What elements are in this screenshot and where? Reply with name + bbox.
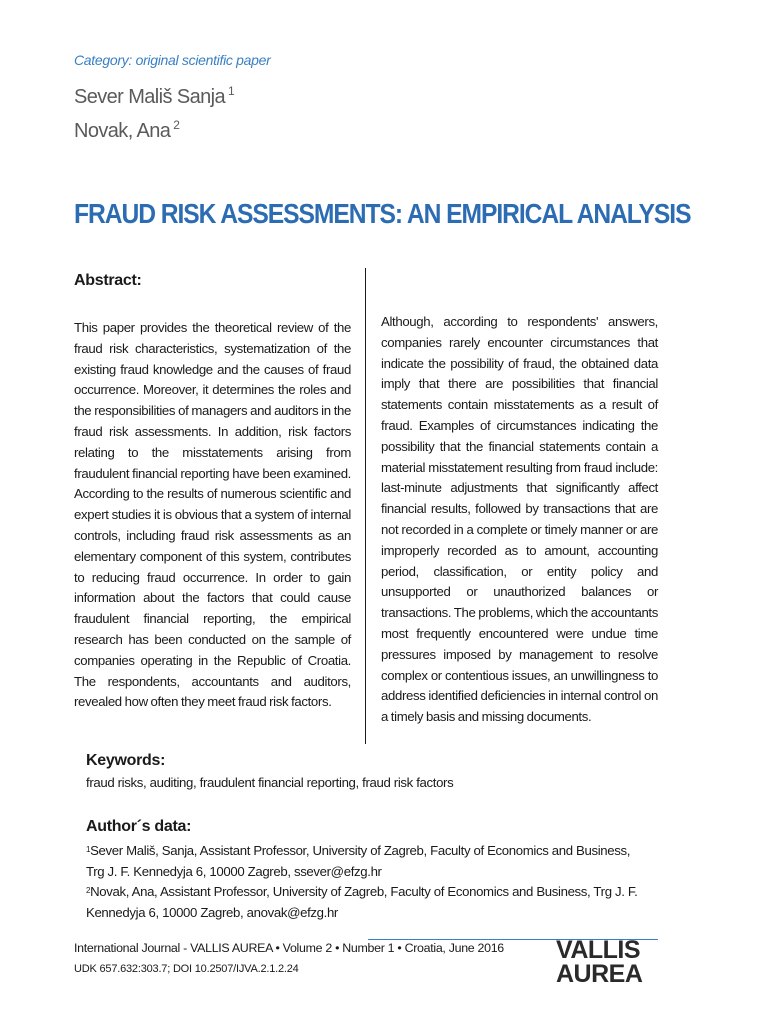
author-name-text: Novak, Ana [74,120,171,142]
udk-doi-line: UDK 657.632:303.7; DOI 10.2507/IJVA.2.1.2.24 [74,963,299,975]
journal-logo [556,938,660,986]
author-name-1 [74,86,234,109]
author-affiliation-marker: 1 [227,84,235,98]
abstract-right-column: Although, according to respondents' answers, companies rarely encounter circumstances that indicate the possibility of fraud, the obtained data imply that there are possibilities that financial statements contain misstatements as a result of fraud. Examples of circumstances indicating the possibility that the financial statements contain a material misstatement resulting from fraud include: last-minute adjustments that significantly affect financial results, followed by transactions that are not recorded in a complete or timely manner or are improperly recorded as to amount, accounting period, classification, or entity policy and unsupported or unauthorized balances or transactions. The problems, which the accountants most frequently encountered were undue time pressures imposed by management to resolve complex or contentious issues, an unwillingness to address identified deficiencies in internal control on a timely basis and missing documents. [381,314,658,725]
keywords-text: fraud risks, auditing, fraudulent financial reporting, fraud risk factors [86,775,454,790]
paper-title: FRAUD RISK ASSESSMENTS: AN EMPIRICAL ANALYSIS [74,198,691,229]
author-name-text: Sever Mališ Sanja [74,86,225,108]
abstract-left-column: This paper provides the theoretical review of the fraud risk characteristics, systematization of the existing fraud knowledge and the causes of fraud occurrence. Moreover, it determines the roles and the responsibilities of managers and auditors in the fraud risk assessments. In addition, risk factors relating to the misstatements arising from fraudulent financial reporting have been examined. According to the results of numerous scientific and expert studies it is obvious that a system of internal controls, including fraud risk assessments as an elementary component of this system, contributes to reducing fraud occurrence. In order to gain information about the factors that could cause fraudulent financial reporting, the empirical research has been conducted on the sample of companies operating in the Republic of Croatia. The respondents, accountants and auditors, revealed how often they meet fraud risk factors. [74,320,351,710]
category-label: Category: original scientific paper [74,52,271,68]
logo-line-2: AUREA [556,960,643,988]
author-data-entry-1 [86,841,646,882]
author-data-marker: 1 [86,845,91,854]
authors-data-heading: Author´s data: [86,818,192,835]
author-data-marker: 2 [86,886,91,895]
author-data-text: Sever Mališ, Sanja, Assistant Professor, University of Zagreb, Faculty of Economics and Business, Trg J. F. Kennedyja 6, 10000 Zagreb, ssever@efzg.hr [86,843,631,879]
logo-line-1: VALLIS [556,936,641,964]
author-data-entry-2 [86,882,646,923]
column-divider [365,268,366,744]
author-name-2 [74,120,179,143]
abstract-heading: Abstract: [74,272,142,289]
author-data-text: Novak, Ana, Assistant Professor, University of Zagreb, Faculty of Economics and Business, Trg J. F. Kennedyja 6, 10000 Zagreb, anovak@efzg.hr [86,884,638,920]
author-affiliation-marker: 2 [173,118,180,132]
keywords-heading: Keywords: [86,752,166,769]
journal-citation: International Journal - VALLIS AUREA • Volume 2 • Number 1 • Croatia, June 2016 [74,941,504,955]
